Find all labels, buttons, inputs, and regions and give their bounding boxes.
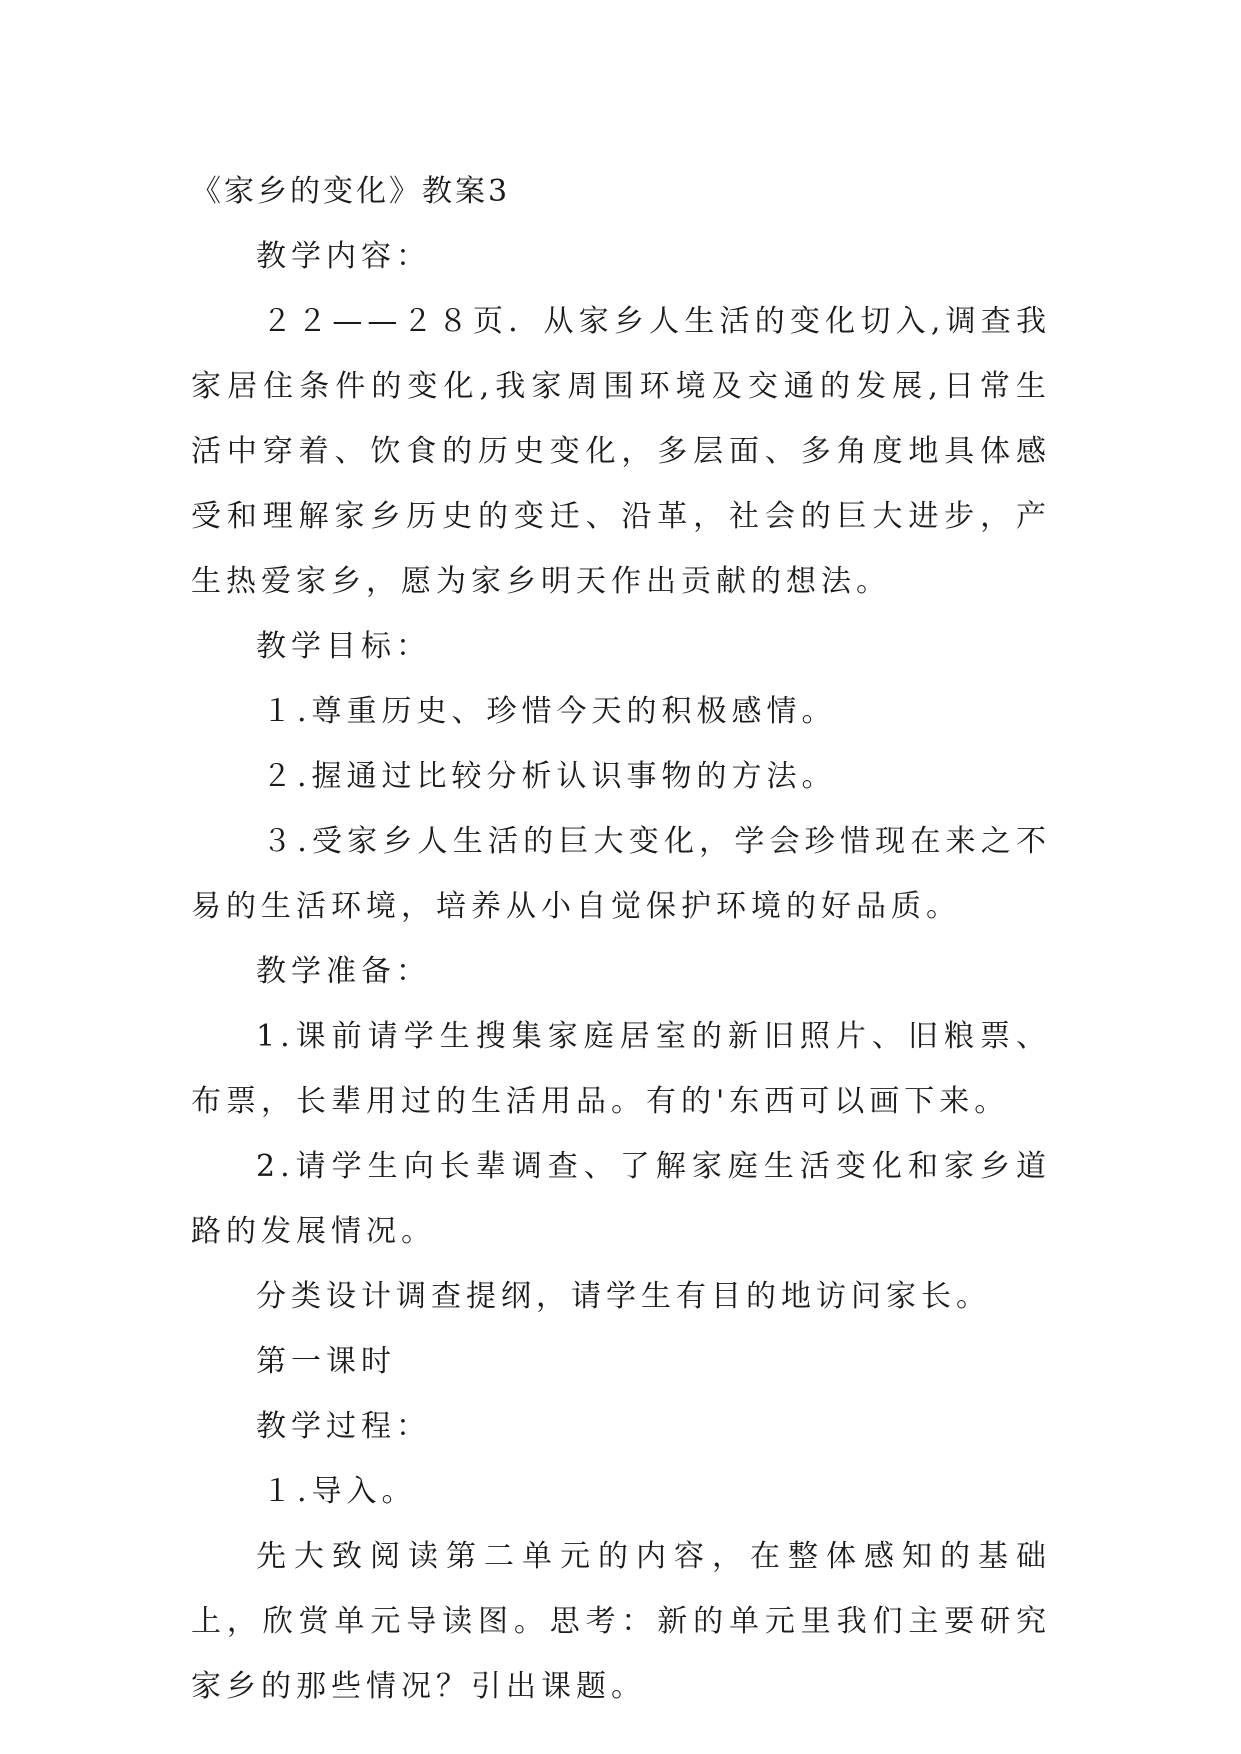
preparation-item-1: 1.课前请学生搜集家庭居室的新旧照片、旧粮票、布票，长辈用过的生活用品。有的'东西可以画下来。: [191, 1019, 1051, 1119]
lesson-heading: 第一课时: [256, 1344, 396, 1379]
paragraph-reading: 先大致阅读第二单元的内容，在整体感知的基础上，欣赏单元导读图。思考：新的单元里我们主要研究家乡的那些情况？引出课题。: [191, 1539, 1051, 1704]
section-heading-content: 教学内容：: [256, 239, 431, 274]
document-title: 《家乡的变化》教案3: [191, 174, 511, 209]
section-heading-goals: 教学目标：: [256, 629, 431, 664]
goal-item-2: ２.握通过比较分析认识事物的方法。: [262, 759, 837, 794]
section-heading-process: 教学过程：: [256, 1409, 431, 1444]
paragraph-survey: 分类设计调查提纲，请学生有目的地访问家长。: [256, 1279, 991, 1314]
goal-item-1: １.尊重历史、珍惜今天的积极感情。: [262, 694, 837, 729]
paragraph-content: ２２——２８页．从家乡人生活的变化切入,调查我家居住条件的变化,我家周围环境及交通的发展,日常生活中穿着、饮食的历史变化，多层面、多角度地具体感受和理解家乡历史的变迁、沿革，社会的巨大进步，产生热爱家乡，愿为家乡明天作出贡献的想法。: [191, 304, 1051, 599]
process-item-1: １.导入。: [262, 1474, 417, 1509]
document-body: [191, 159, 1051, 1719]
goal-item-3: ３.受家乡人生活的巨大变化，学会珍惜现在来之不易的生活环境，培养从小自觉保护环境的好品质。: [191, 824, 1051, 924]
preparation-item-2: 2.请学生向长辈调查、了解家庭生活变化和家乡道路的发展情况。: [191, 1149, 1051, 1249]
section-heading-preparation: 教学准备：: [256, 954, 431, 989]
